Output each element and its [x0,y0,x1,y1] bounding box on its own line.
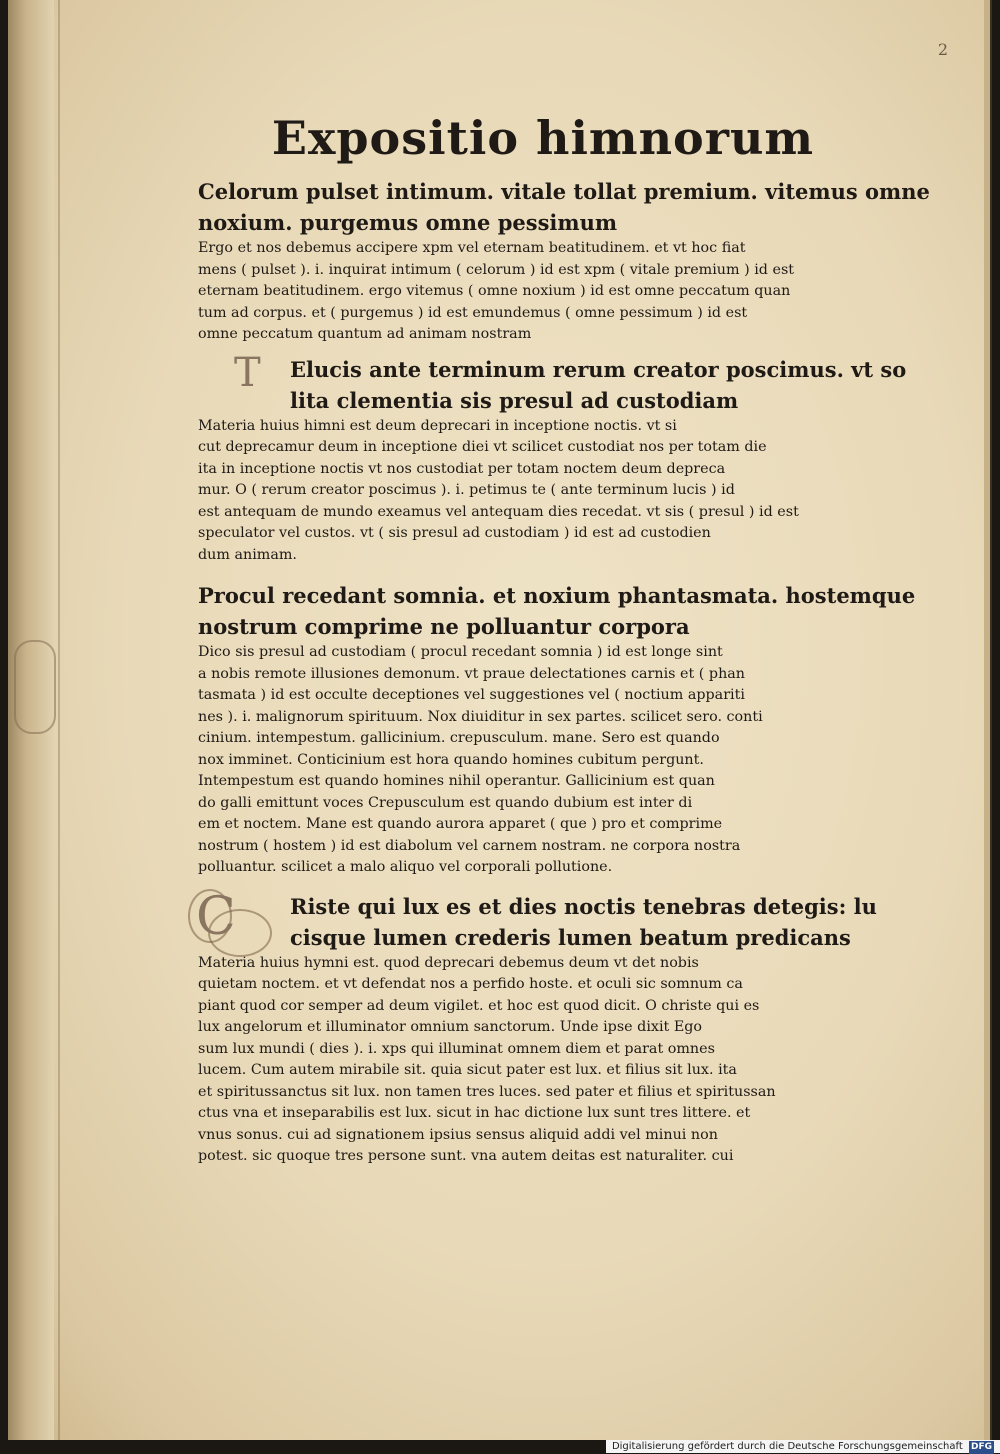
commentary-line: Dico sis presul ad custodiam ( procul recedant somnia ) id est longe sint [198,644,723,660]
clasp-mark [14,640,56,734]
commentary-line: ita in inceptione noctis vt nos custodiat per totam noctem deum depreca [198,460,726,477]
hymn-line: Procul recedant somnia. et noxium phantasmata. hostemque [198,583,916,608]
commentary-line: nes ). i. malignorum spirituum. Nox diuiditur in sex partes. scilicet sero. conti [198,708,763,725]
section-3 [198,580,916,879]
commentary-line: tasmata ) id est occulte deceptiones vel suggestiones vel ( noctium appariti [198,687,745,703]
commentary-line: tum ad corpus. et ( purgemus ) id est emundemus ( omne pessimum ) id est [198,304,748,321]
section-1 [198,176,930,346]
commentary-line: Ergo et nos debemus accipere xpm vel eternam beatitudinem. et vt hoc fiat [198,240,746,256]
commentary-line: omne peccatum quantum ad animam nostram [198,326,532,342]
section-4 [196,886,877,1168]
commentary-line: em et noctem. Mane est quando aurora apparet ( que ) pro et comprime [198,816,723,832]
commentary-line: mur. O ( rerum creator poscimus ). i. petimus te ( ante terminum lucis ) id [198,482,735,498]
commentary-line: est antequam de mundo exeamus vel antequam dies recedat. vt sis ( presul ) id est [198,503,799,520]
digitization-credit-text: Digitalisierung gefördert durch die Deutsche Forschungsgemeinschaft [611,1441,963,1452]
commentary-line: do galli emittunt voces Crepusculum est quando dubium est inter di [198,794,693,811]
hymn-line: Celorum pulset intimum. vitale tollat premium. vitemus omne [198,179,930,204]
commentary-line: eternam beatitudinem. ergo vitemus ( omne noxium ) id est omne peccatum quan [198,283,791,299]
commentary-line: nostrum ( hostem ) id est diabolum vel carnem nostram. ne corpora nostra [198,837,741,854]
commentary-line: cinium. intempestum. gallicinium. crepusculum. mane. Sero est quando [198,730,720,746]
commentary-line: sum lux mundi ( dies ). i. xps qui illuminat omnem diem et parat omnes [198,1040,715,1057]
commentary-line: mens ( pulset ). i. inquirat intimum ( celorum ) id est xpm ( vitale premium ) id est [198,261,795,278]
page-heading: Expositio himnorum [271,111,815,165]
commentary-line: polluantur. scilicet a malo aliquo vel corporali pollutione. [198,859,613,875]
commentary-line: dum animam. [198,546,297,563]
hymn-line: lita clementia sis presul ad custodiam [290,387,739,413]
commentary-line: et spiritussanctus sit lux. non tamen tres luces. sed pater et filius et spiritussan [198,1083,776,1100]
hymn-line: Elucis ante terminum rerum creator poscimus. vt so [290,356,907,382]
commentary-line: cut deprecamur deum in inceptione diei vt scilicet custodiat nos per totam die [198,439,767,455]
commentary-line: lucem. Cum autem mirabile sit. quia sicut pater est lux. et filius sit lux. ita [198,1062,737,1078]
commentary-line: nox imminet. Conticinium est hora quando homines cubitum pergunt. [198,751,704,768]
commentary-line: Materia huius hymni est. quod deprecari debemus deum vt det nobis [198,954,699,971]
commentary-line: lux angelorum et illuminator omnium sanctorum. Unde ipse dixit Ego [198,1019,703,1035]
initial-guide-letter: T [234,349,261,396]
text-block [196,110,930,1168]
commentary-line: quietam noctem. et vt defendat nos a perfido hoste. et oculi sic somnum ca [198,976,743,992]
folio-number: 2 [937,40,948,59]
commentary-line: ctus vna et inseparabilis est lux. sicut in hac dictione lux sunt tres littere. et [198,1105,751,1121]
commentary-line: piant quod cor semper ad deum vigilet. et hoc est quod dicit. O christe qui es [198,997,760,1014]
initial-guide-letter: C [196,886,236,947]
dfg-logo-icon: DFG [970,1442,992,1452]
hymn-line: Riste qui lux es et dies noctis tenebras detegis: lu [290,893,877,919]
commentary-line: potest. sic quoque tres persone sunt. vna autem deitas est naturaliter. cui [198,1148,734,1164]
commentary-line: vnus sonus. cui ad signationem ipsius sensus aliquid addi vel minui non [198,1126,718,1143]
commentary-line: speculator vel custos. vt ( sis presul ad custodiam ) id est ad custodien [198,525,711,541]
page-edge-line [990,0,992,1440]
digitization-credit-bar [606,1440,1000,1453]
hymn-line: cisque lumen crederis lumen beatum predicans [290,924,851,950]
hymn-line: noxium. purgemus omne pessimum [198,210,618,235]
commentary-line: Materia huius himni est deum deprecari in inceptione noctis. vt si [198,417,677,434]
section-2 [198,349,907,567]
page-edge-line [58,0,60,1440]
hymn-line: nostrum comprime ne polluantur corpora [198,614,690,639]
commentary-line: a nobis remote illusiones demonum. vt praue delectationes carnis et ( phan [198,665,746,682]
commentary-line: Intempestum est quando homines nihil operantur. Gallicinium est quan [198,773,715,789]
